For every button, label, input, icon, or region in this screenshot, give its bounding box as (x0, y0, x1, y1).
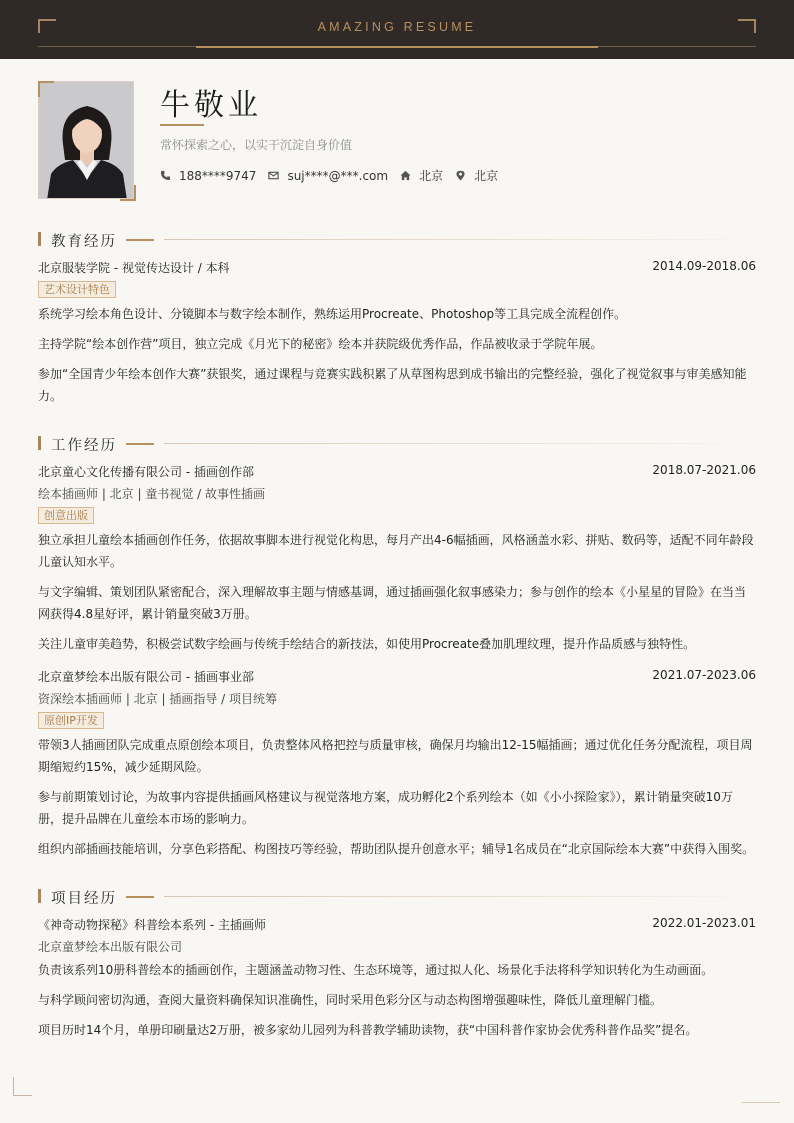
tagline: 常怀探索之心，以实干沉淀自身价值 (160, 138, 353, 152)
section-bar (38, 436, 41, 450)
entry-tag: 原创IP开发 (38, 712, 104, 729)
contact-phone (160, 169, 256, 183)
section-education (38, 231, 756, 249)
contact-email (268, 169, 388, 183)
contact-home (400, 167, 443, 184)
contact-location (455, 167, 498, 184)
entry-paragraph: 独立承担儿童绘本插画创作任务，依据故事脚本进行视觉化构思，每月产出4-6幅插画，风格涵盖水彩、拼贴、数码等，适配不同年龄段儿童认知水平。 (38, 533, 754, 569)
work-entry-header (38, 463, 756, 480)
section-title: 工作经历 (51, 438, 117, 454)
entry-paragraph: 负责该系列10册科普绘本的插画创作，主题涵盖动物习性、生态环境等，通过拟人化、场景化手法将科学知识转化为生动画面。 (38, 963, 714, 977)
entry-subtitle: 资深绘本插画师 | 北京 | 插画指导 / 项目统筹 (38, 692, 278, 706)
entry-date: 2018.07-2021.06 (652, 463, 756, 477)
section-dash (126, 443, 154, 445)
entry-tag: 创意出版 (38, 507, 94, 524)
photo-corner-decoration (38, 81, 54, 97)
location-pin-icon (455, 170, 466, 181)
contact-info (160, 167, 510, 184)
section-bar (38, 232, 41, 246)
section-bar (38, 889, 41, 903)
mail-icon (268, 170, 279, 181)
email-address: suj****@***.com (287, 168, 389, 183)
photo-corner-decoration (120, 185, 136, 201)
entry-title: 北京童心文化传播有限公司 - 插画创作部 (38, 465, 254, 479)
entry-paragraph: 与文字编辑、策划团队紧密配合，深入理解故事主题与情感基调，通过插画强化叙事感染力；参与创作的绘本《小星星的冒险》在当当网获得4.8星好评，累计销量突破3万册。 (38, 585, 747, 621)
education-entry-header (38, 259, 756, 276)
entry-subtitle: 北京童梦绘本出版有限公司 (38, 940, 183, 954)
section-title: 教育经历 (51, 234, 117, 250)
entry-paragraph: 项目历时14个月，单册印刷量达2万册，被多家幼儿园列为科普教学辅助读物，获“中国科普作家协会优秀科普作品奖”提名。 (38, 1023, 698, 1037)
entry-paragraph: 参加“全国青少年绘本创作大赛”获银奖，通过课程与竞赛实践积累了从草图构思到成书输出的完整经验，强化了视觉叙事与审美感知能力。 (38, 367, 747, 403)
project-entry-header (38, 916, 756, 933)
phone-icon (160, 170, 171, 181)
entry-date: 2022.01-2023.01 (652, 916, 756, 930)
entry-paragraph: 关注儿童审美趋势，积极尝试数字绘画与传统手绘结合的新技法，如使用Procreate叠加肌理纹理，提升作品质感与独特性。 (38, 637, 696, 651)
section-dash (126, 239, 154, 241)
header-accent-rule (196, 46, 598, 48)
section-rule (164, 443, 756, 444)
entry-title: 《神奇动物探秘》科普绘本系列 - 主插画师 (38, 918, 266, 932)
entry-paragraph: 系统学习绘本角色设计、分镜脚本与数字绘本制作，熟练运用Procreate、Photoshop等工具完成全流程创作。 (38, 307, 627, 321)
name-underline (160, 124, 204, 126)
section-title: 项目经历 (51, 891, 117, 907)
section-rule (164, 239, 756, 240)
entry-date: 2021.07-2023.06 (652, 668, 756, 682)
location-city: 北京 (474, 169, 499, 183)
entry-paragraph: 主持学院“绘本创作营”项目，独立完成《月光下的秘密》绘本并获院级优秀作品，作品被收录于学院年展。 (38, 337, 603, 351)
entry-title: 北京童梦绘本出版有限公司 - 插画事业部 (38, 670, 254, 684)
section-work (38, 435, 756, 453)
phone-number: 188****9747 (179, 168, 257, 183)
candidate-name: 牛敬业 (160, 88, 262, 123)
header-bar (0, 0, 794, 59)
entry-paragraph: 带领3人插画团队完成重点原创绘本项目，负责整体风格把控与质量审核，确保月均输出12-15幅插画；通过优化任务分配流程，项目周期缩短约15%，减少延期风险。 (38, 738, 753, 774)
entry-paragraph: 与科学顾问密切沟通，查阅大量资料确保知识准确性，同时采用色彩分区与动态构图增强趣味性，降低儿童理解门槛。 (38, 993, 663, 1007)
section-project (38, 888, 756, 906)
entry-tag: 艺术设计特色 (38, 281, 116, 298)
section-rule (164, 896, 756, 897)
home-icon (400, 170, 411, 181)
entry-date: 2014.09-2018.06 (652, 259, 756, 273)
footer-rule (742, 1102, 780, 1103)
home-city: 北京 (419, 169, 444, 183)
entry-paragraph: 参与前期策划讨论，为故事内容提供插画风格建议与视觉落地方案，成功孵化2个系列绘本（如《小小探险家》），累计销量突破10万册，提升品牌在儿童绘本市场的影响力。 (38, 790, 733, 826)
section-dash (126, 896, 154, 898)
entry-paragraph: 组织内部插画技能培训，分享色彩搭配、构图技巧等经验，帮助团队提升创意水平；辅导1名成员在“北京国际绘本大赛”中获得入围奖。 (38, 842, 755, 856)
corner-decoration (13, 1077, 32, 1096)
work-entry-header (38, 668, 756, 685)
avatar (38, 81, 134, 199)
header-title: AMAZING RESUME (317, 20, 477, 34)
entry-subtitle: 绘本插画师 | 北京 | 童书视觉 / 故事性插画 (38, 487, 266, 501)
entry-title: 北京服装学院 - 视觉传达设计 / 本科 (38, 261, 230, 275)
portrait-image (39, 82, 134, 199)
